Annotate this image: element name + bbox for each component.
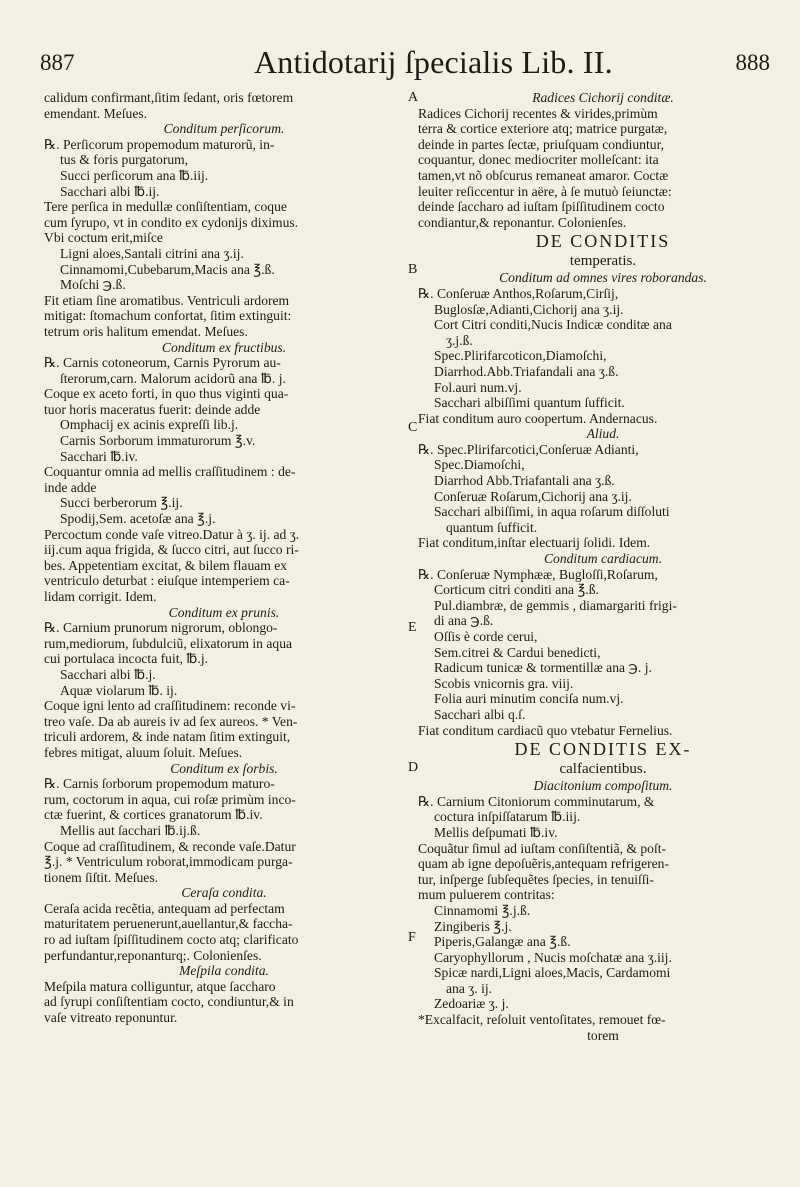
text-line: coctura inſpiſſatarum ℔.iij. — [434, 809, 581, 825]
text-line: Coquãtur ſimul ad iuſtam conſiſtentiã, & poſt- — [418, 840, 667, 856]
text-line: ʒ.j.ß. — [446, 332, 473, 348]
text-line: tionem ſiſtit. Meſues. — [44, 869, 159, 885]
text-line: Conſeruæ Roſarum,Cichorij ana ʒ.ij. — [434, 488, 632, 504]
left-column — [44, 90, 404, 1026]
text-line: Conditum ex ſorbis. — [170, 760, 278, 776]
text-line: Fiat conditum auro coopertum. Andernacus. — [418, 410, 658, 426]
text-line: Scobis vnicornis gra. viij. — [434, 675, 574, 691]
page-number-left: 887 — [40, 50, 75, 75]
text-line: Sacchari albi ℔.ij. — [60, 183, 160, 199]
right-column — [418, 90, 788, 1043]
text-line: febres mitigat, aluum ſoluit. Meſues. — [44, 744, 243, 760]
text-line: Pul.diambræ, de gemmis , diamargariti frigi- — [434, 597, 677, 613]
text-line: Corticum citri conditi ana ℥.ß. — [434, 582, 599, 598]
text-line: Sacchari albiſſimi quantum ſufficit. — [434, 395, 625, 411]
text-line: Meſpila condita. — [179, 963, 269, 979]
margin-letter: D — [408, 760, 419, 775]
text-line: Succi perſicorum ana ℔.iij. — [60, 167, 209, 183]
text-line: ana ʒ. ij. — [446, 980, 493, 996]
margin-letter: F — [408, 930, 416, 945]
text-line: temperatis. — [569, 253, 637, 270]
text-line: Fit etiam ſine aromatibus. Ventriculi ardorem — [44, 292, 290, 308]
text-line: ℞. Perſicorum propemodum maturorũ, in- — [44, 136, 275, 152]
text-line: DE CONDITIS EX- — [514, 739, 692, 760]
text-line: bes. Appetentiam excitat, & bilem flauam ex — [44, 557, 288, 573]
text-line: Diarrhod.Abb.Triafandali ana ʒ.ß. — [434, 363, 619, 379]
text-line: Spicæ nardi,Ligni aloes,Macis, Cardamomi — [434, 965, 671, 981]
text-line: Conditum ex fructibus. — [161, 339, 287, 355]
text-line: mum puluerem contritas: — [418, 887, 555, 903]
text-line: Aquæ violarum ℔. ij. — [60, 682, 178, 698]
text-line: *Excalfacit, reſoluit ventoſitates, remouet fœ- — [418, 1012, 666, 1028]
text-line: ℞. Carnis ſorborum propemodum maturo- — [44, 776, 275, 792]
text-line: Moſchi ℈.ß. — [60, 277, 126, 293]
text-line: Sacchari albiſſimi, in aqua roſarum diſſoluti — [434, 504, 670, 520]
text-line: cui portulaca incocta fuit, ℔.j. — [44, 651, 208, 667]
text-line: ℥.j. * Ventriculum roborat,immodicam purga- — [44, 854, 293, 870]
text-line: Cinnamomi,Cubebarum,Macis ana ℥.ß. — [60, 261, 275, 277]
text-line: Cort Citri conditi,Nucis Indicæ conditæ ana — [434, 317, 672, 333]
text-line: Tere perſica in medullæ conſiſtentiam, coque — [44, 199, 287, 215]
text-line: Coque igni lento ad craſſitudinem: reconde vi- — [44, 698, 296, 714]
text-line: Cinnamomi ℥.j.ß. — [434, 902, 531, 918]
text-line: coquantur, donec mediocriter molleſcant: ita — [418, 152, 659, 168]
text-line: Radices Cichorij recentes & virides,primùm — [418, 105, 658, 121]
text-line: calfacientibus. — [559, 761, 647, 778]
page-number-right: 888 — [735, 50, 770, 75]
text-line: Omphacij ex acinis expreſſi lib.j. — [60, 417, 239, 433]
text-line: Caryophyllorum , Nucis moſchatæ ana ʒ.iij. — [434, 949, 672, 965]
text-line: calidum confirmant,ſitim ſedant, oris fœtorem — [44, 90, 294, 105]
text-line: terra & cortice exteriore atq; matrice purgatæ, — [418, 121, 668, 137]
margin-letter: A — [408, 90, 419, 105]
text-line: Succi berberorum ℥.ij. — [60, 495, 183, 511]
text-line: tuor horis maceratus fuerit: deinde adde — [44, 401, 261, 417]
text-line: ſterorum,carn. Malorum acidorũ ana ℔. j. — [60, 370, 286, 386]
text-line: triculi ardorem, & inde natam ſitim extinguit, — [44, 729, 291, 745]
margin-letter: C — [408, 420, 418, 435]
text-line: Oſſis è corde cerui, — [434, 629, 538, 644]
text-line: Buglosſæ,Adianti,Cichorij ana ʒ.ij. — [434, 301, 624, 317]
text-line: maturitatem peruenerunt,auellantur,& faccha- — [44, 916, 293, 932]
text-line: Zingiberis ℥.j. — [434, 918, 512, 934]
text-line: ℞. Carnis cotoneorum, Carnis Pyrorum au- — [44, 355, 281, 371]
text-line: rum, coctorum in aqua, cui roſæ primùm inco- — [44, 791, 296, 807]
text-line: ℞. Conſeruæ Nymphææ, Bugloſſi,Roſarum, — [418, 566, 658, 582]
text-line: vaſe vitreato reponuntur. — [44, 1010, 178, 1026]
text-line: ad ſyrupi conſiſtentiam cocto, condiuntur,& in — [44, 994, 294, 1010]
text-line: lidam corrigit. Idem. — [44, 589, 157, 604]
margin-letter: B — [408, 262, 418, 277]
text-line: Ceraſa acida recẽtia, antequam ad perfectam — [44, 900, 285, 916]
text-line: treo vaſe. Da ab aureis iv ad ſex aureos. * Ven- — [44, 713, 298, 729]
text-line: Fiat conditum,inſtar electuarij ſolidi. Idem. — [418, 535, 651, 551]
text-line: ℞. Conſeruæ Anthos,Roſarum,Cirſij, — [418, 285, 619, 301]
text-line: Radicum tunicæ & tormentillæ ana ℈. j. — [434, 660, 652, 676]
text-line: Diarrhod Abb.Triafantali ana ʒ.ß. — [434, 473, 615, 489]
text-line: Conditum ad omnes vires roborandas. — [499, 270, 707, 286]
text-line: torem — [587, 1027, 619, 1043]
text-line: Folia auri minutim conciſa num.vj. — [434, 691, 624, 707]
text-line: ctæ fuerint, & cortices granatorum ℔.iv. — [44, 807, 263, 823]
text-line: quam ab igne depoſuẽris,antequam refrigeren- — [418, 856, 669, 872]
text-line: Sacchari albi q.ſ. — [434, 706, 526, 722]
text-line: leuiter reſiccentur in aëre, à ſe mutuò ſeiunctæ: — [418, 183, 672, 199]
text-line: Piperis,Galangæ ana ℥.ß. — [434, 934, 571, 950]
text-line: Conditum perſicorum. — [163, 121, 285, 137]
text-line: inde adde — [44, 479, 97, 495]
text-line: perfundantur,reponanturq;. Colonienſes. — [44, 947, 262, 963]
text-line: ventriculo deturbat : eiuſque intemperiem ca- — [44, 573, 290, 589]
text-line: Aliud. — [586, 426, 620, 442]
text-line: di ana ℈.ß. — [434, 613, 494, 629]
text-line: Percoctum conde vaſe vitreo.Datur à ʒ. ij. ad ʒ. — [44, 526, 300, 542]
text-line: quantum ſufficit. — [446, 519, 538, 535]
text-line: ℞. Carnium prunorum nigrorum, oblongo- — [44, 620, 278, 636]
margin-letter: E — [408, 620, 417, 635]
text-line: Spec.Plirifarcoticon,Diamoſchi, — [434, 348, 607, 364]
text-line: Coquantur omnia ad mellis craſſitudinem : de- — [44, 464, 296, 480]
text-line: Spodij,Sem. acetoſæ ana ℥.j. — [60, 511, 216, 527]
text-line: Sacchari albi ℔.j. — [60, 666, 156, 682]
text-line: Mellis deſpumati ℔.iv. — [434, 824, 558, 840]
text-line: mitigat: ſtomachum confortat, ſitim extinguit: — [44, 308, 292, 324]
text-line: Diacitonium compoſitum. — [533, 778, 673, 794]
text-line: Carnis Sorborum immaturorum ℥.v. — [60, 433, 256, 449]
text-line: tur, inſperge ſubſequẽtes ſpecies, in tenuiſſi- — [418, 871, 654, 887]
text-line: rum,mediorum, ſubdulciũ, elixatorum in aqua — [44, 635, 293, 651]
text-line: Fol.auri num.vj. — [434, 379, 522, 395]
text-line: emendant. Meſues. — [44, 105, 148, 121]
text-line: Sem.citrei & Cardui benedicti, — [434, 644, 601, 660]
text-line: iij.cum aqua frigida, & ſucco citri, aut ſucco ri- — [44, 542, 299, 558]
text-line: Meſpila matura colliguntur, atque ſaccharo — [44, 978, 276, 994]
text-line: Conditum cardiacum. — [543, 551, 663, 567]
text-line: Mellis aut ſacchari ℔.ij.ß. — [60, 822, 201, 838]
text-line: Spec.Diamoſchi, — [434, 457, 525, 473]
text-line: Vbi coctum erit,miſce — [44, 230, 163, 246]
text-line: tus & foris purgatorum, — [60, 152, 189, 168]
text-line: ℞. Spec.Plirifarcotici,Conſeruæ Adianti, — [418, 441, 639, 457]
text-line: Radices Cichorij conditæ. — [532, 90, 674, 105]
running-title: Antidotarij ſpecialis Lib. II. — [254, 44, 613, 80]
text-line: Coque ex aceto forti, in quo thus viginti qua- — [44, 386, 289, 402]
text-line: Sacchari ℔.iv. — [60, 448, 138, 464]
text-line: tetrum oris halitum emendat. Meſues. — [44, 323, 248, 339]
text-line: deinde in partes ſectæ, priuſquam condiuntur, — [418, 136, 664, 152]
text-line: Ligni aloes,Santali citrini ana ʒ.ij. — [60, 245, 244, 261]
text-line: ℞. Carnium Citoniorum comminutarum, & — [418, 793, 655, 809]
text-line: Fiat conditum cardiacũ quo vtebatur Fernelius. — [418, 722, 673, 738]
text-line: Conditum ex prunis. — [168, 604, 280, 620]
text-line: deinde ſaccharo ad iuſtam ſpiſſitudinem cocto — [418, 199, 665, 215]
text-line: tamen,vt nõ obſcurus remaneat amaror. Coctæ — [418, 167, 669, 183]
text-line: DE CONDITIS — [535, 231, 671, 252]
text-line: Zedoariæ ʒ. j. — [434, 996, 509, 1012]
text-line: ro ad iuſtam ſpiſſitudinem cocto atq; clarificato — [44, 932, 299, 948]
text-line: Ceraſa condita. — [181, 885, 267, 901]
text-line: condiantur,& reponantur. Colonienſes. — [418, 214, 627, 230]
page-header — [0, 44, 800, 84]
text-line: cum ſyrupo, vt in condito ex cydonijs diximus. — [44, 214, 299, 230]
text-line: Coque ad craſſitudinem, & reconde vaſe.Datur — [44, 838, 296, 854]
